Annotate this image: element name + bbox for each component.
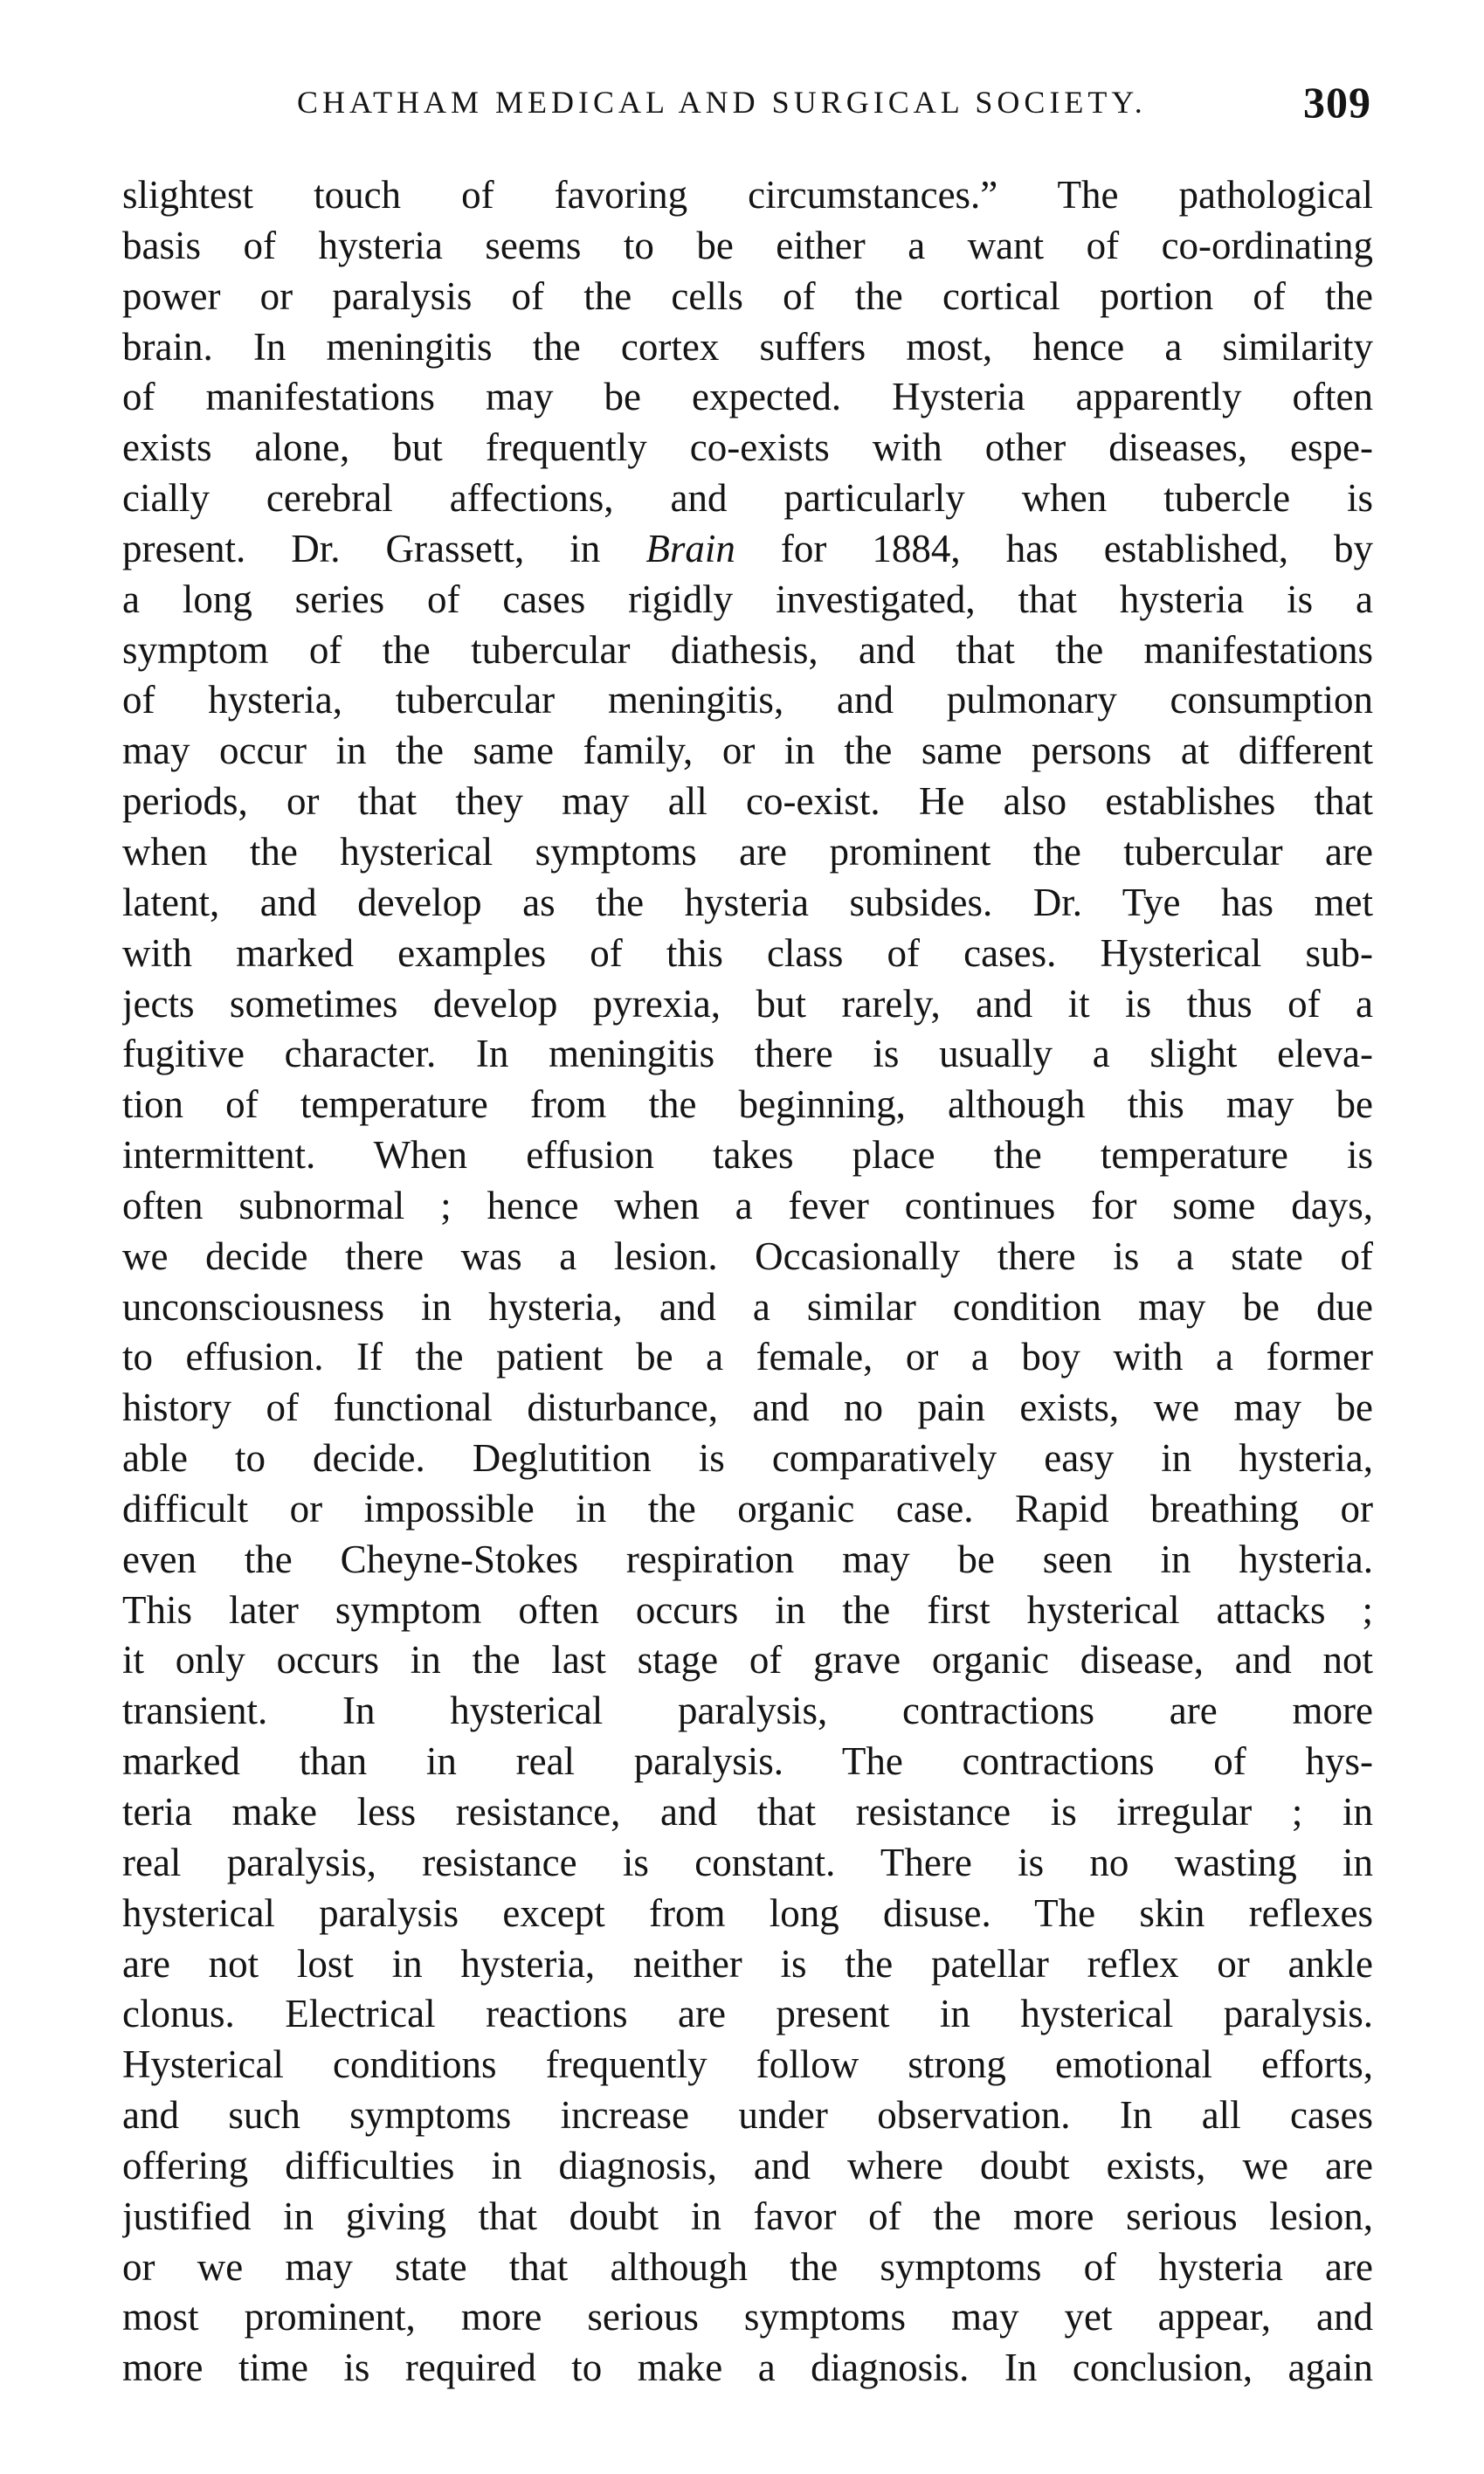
text-line: it only occurs in the last stage of grave organic disease, and not xyxy=(122,1638,1373,1683)
text-line: often subnormal ; hence when a fever continues for some days, xyxy=(122,1183,1373,1227)
text-line: symptom of the tubercular diathesis, and that the manifestations xyxy=(122,627,1373,672)
text-line: transient. In hysterical paralysis, contractions are more xyxy=(122,1689,1373,1733)
text-line: brain. In meningitis the cortex suffers most, hence a similarity xyxy=(122,324,1373,369)
text-line: exists alone, but frequently co-exists with other diseases, espe- xyxy=(122,425,1373,470)
text-line: tion of temperature from the beginning, although this may be xyxy=(122,1082,1373,1127)
text-line: difficult or impossible in the organic case. Rapid breathing or xyxy=(122,1486,1373,1531)
italic-journal-title: Brain xyxy=(645,526,735,570)
running-head xyxy=(122,80,1371,133)
text-line: justified in giving that doubt in favor of the more serious lesion, xyxy=(122,2194,1373,2238)
text-line: to effusion. If the patient be a female, or a boy with a former xyxy=(122,1335,1373,1379)
text-line: history of functional disturbance, and no pain exists, we may be xyxy=(122,1386,1373,1430)
text-line: even the Cheyne-Stokes respiration may be seen in hysteria. xyxy=(122,1537,1373,1581)
text-line: hysterical paralysis except from long disuse. The skin reflexes xyxy=(122,1890,1373,1935)
body-text xyxy=(122,170,1373,2394)
text-line: slightest touch of favoring circumstances.” The pathological xyxy=(122,173,1373,217)
text-line: when the hysterical symptoms are prominent the tubercular are xyxy=(122,829,1373,874)
text-line: of hysteria, tubercular meningitis, and pulmonary consumption xyxy=(122,678,1373,722)
text-line: This later symptom often occurs in the first hysterical attacks ; xyxy=(122,1587,1373,1632)
text-line: a long series of cases rigidly investigated, that hysteria is a xyxy=(122,577,1373,621)
page-number: 309 xyxy=(1303,78,1371,127)
text-line: fugitive character. In meningitis there is usually a slight eleva- xyxy=(122,1032,1373,1076)
text-line: of manifestations may be expected. Hysteria apparently often xyxy=(122,375,1373,419)
text-line: are not lost in hysteria, neither is the patellar reflex or ankle xyxy=(122,1941,1373,1986)
text-line: unconsciousness in hysteria, and a similar condition may be due xyxy=(122,1284,1373,1329)
text-line: able to decide. Deglutition is comparatively easy in hysteria, xyxy=(122,1436,1373,1481)
running-title: CHATHAM MEDICAL AND SURGICAL SOCIETY. xyxy=(297,85,1147,120)
text-line: latent, and develop as the hysteria subsides. Dr. Tye has met xyxy=(122,880,1373,924)
text-line: periods, or that they may all co-exist. He also establishes that xyxy=(122,779,1373,824)
text-line: Hysterical conditions frequently follow strong emotional efforts, xyxy=(122,2042,1373,2087)
text-line: and such symptoms increase under observation. In all cases xyxy=(122,2093,1373,2138)
text-line: clonus. Electrical reactions are present in hysterical paralysis. xyxy=(122,1992,1373,2036)
text-line: cially cerebral affections, and particularly when tubercle is xyxy=(122,476,1373,521)
text-line: basis of hysteria seems to be either a want of co-ordinating xyxy=(122,223,1373,267)
text-line: offering difficulties in diagnosis, and where doubt exists, we are xyxy=(122,2143,1373,2187)
text-line: more time is required to make a diagnosis. In conclusion, again xyxy=(122,2346,1373,2390)
text-line: real paralysis, resistance is constant. There is no wasting in xyxy=(122,1840,1373,1884)
text-line: may occur in the same family, or in the same persons at different xyxy=(122,729,1373,773)
text-line: present. Dr. Grassett, in Brain for 1884, has established, by xyxy=(122,526,1373,570)
text-line: most prominent, more serious symptoms may yet appear, and xyxy=(122,2295,1373,2339)
text-line: marked than in real paralysis. The contractions of hys- xyxy=(122,1739,1373,1784)
text-line: teria make less resistance, and that resistance is irregular ; in xyxy=(122,1790,1373,1834)
text-line: power or paralysis of the cells of the cortical portion of the xyxy=(122,273,1373,318)
text-line: or we may state that although the symptoms of hysteria are xyxy=(122,2244,1373,2289)
text-line: with marked examples of this class of cases. Hysterical sub- xyxy=(122,930,1373,975)
text-line: we decide there was a lesion. Occasionally there is a state of xyxy=(122,1234,1373,1278)
text-line: jects sometimes develop pyrexia, but rarely, and it is thus of a xyxy=(122,981,1373,1026)
text-line: intermittent. When effusion takes place the temperature is xyxy=(122,1133,1373,1178)
